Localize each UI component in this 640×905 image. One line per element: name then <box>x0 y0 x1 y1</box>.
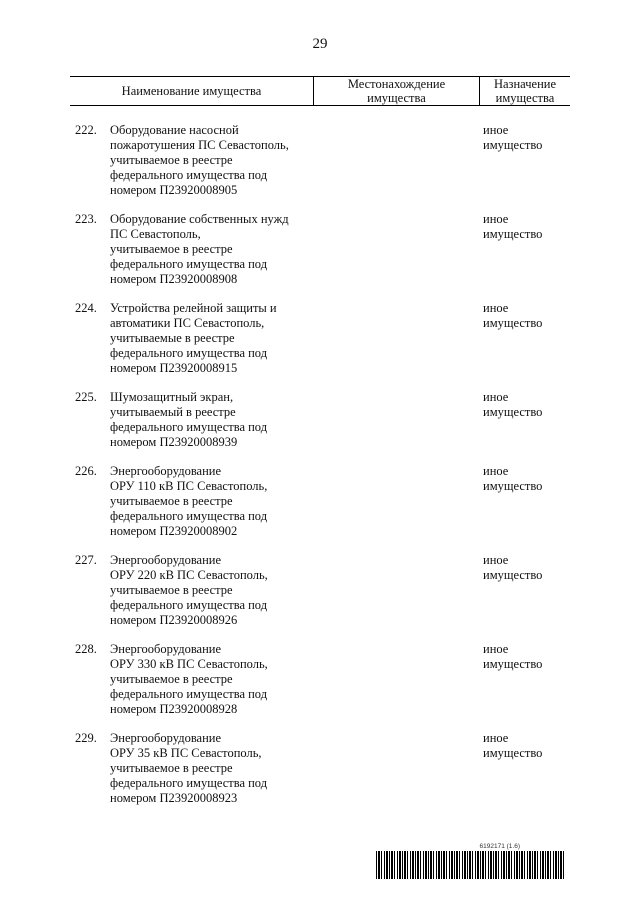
header-location: Местонахождение имущества <box>313 77 479 105</box>
header-purpose: Назначение имущества <box>479 77 570 105</box>
page-number: 29 <box>312 36 328 52</box>
row-number: 229. <box>75 731 97 745</box>
row-purpose: иное имущество <box>483 301 543 330</box>
row-purpose: иное имущество <box>483 731 543 760</box>
row-name: Энергооборудование ОРУ 110 кВ ПС Севастополь, учитываемое в реестре федерального имущества под номером П23920008902 <box>110 464 268 538</box>
header-name: Наименование имущества <box>121 84 262 98</box>
row-number: 224. <box>75 301 97 315</box>
row-purpose: иное имущество <box>483 212 543 241</box>
row-name: Энергооборудование ОРУ 35 кВ ПС Севастополь, учитываемое в реестре федерального имущества под номером П23920008923 <box>110 731 268 805</box>
row-purpose: иное имущество <box>483 642 543 671</box>
table-header <box>70 76 570 106</box>
row-number: 225. <box>75 390 97 404</box>
barcode-area <box>376 843 566 879</box>
row-name: Устройства релейной защиты и автоматики ПС Севастополь, учитываемые в реестре федерального имущества под номером П23920008915 <box>110 301 277 375</box>
barcode-icon <box>376 851 566 879</box>
row-number: 223. <box>75 212 97 226</box>
row-purpose: иное имущество <box>483 390 543 419</box>
row-number: 228. <box>75 642 97 656</box>
barcode-code: 6192171 (1.6) <box>479 843 520 850</box>
row-purpose: иное имущество <box>483 123 543 152</box>
row-name: Оборудование собственных нужд ПС Севастополь, учитываемое в реестре федерального имущества под номером П23920008908 <box>110 212 289 286</box>
row-number: 226. <box>75 464 97 478</box>
row-name: Энергооборудование ОРУ 330 кВ ПС Севастополь, учитываемое в реестре федерального имущества под номером П23920008928 <box>110 642 268 716</box>
row-name: Оборудование насосной пожаротушения ПС Севастополь, учитываемое в реестре федерального имущества под номером П23920008905 <box>110 123 289 197</box>
row-purpose: иное имущество <box>483 464 543 493</box>
row-number: 222. <box>75 123 97 137</box>
row-name: Шумозащитный экран, учитываемый в реестре федерального имущества под номером П23920008939 <box>110 390 268 449</box>
property-table <box>70 76 570 805</box>
row-purpose: иное имущество <box>483 553 543 582</box>
row-number: 227. <box>75 553 97 567</box>
row-name: Энергооборудование ОРУ 220 кВ ПС Севастополь, учитываемое в реестре федерального имущества под номером П23920008926 <box>110 553 268 627</box>
